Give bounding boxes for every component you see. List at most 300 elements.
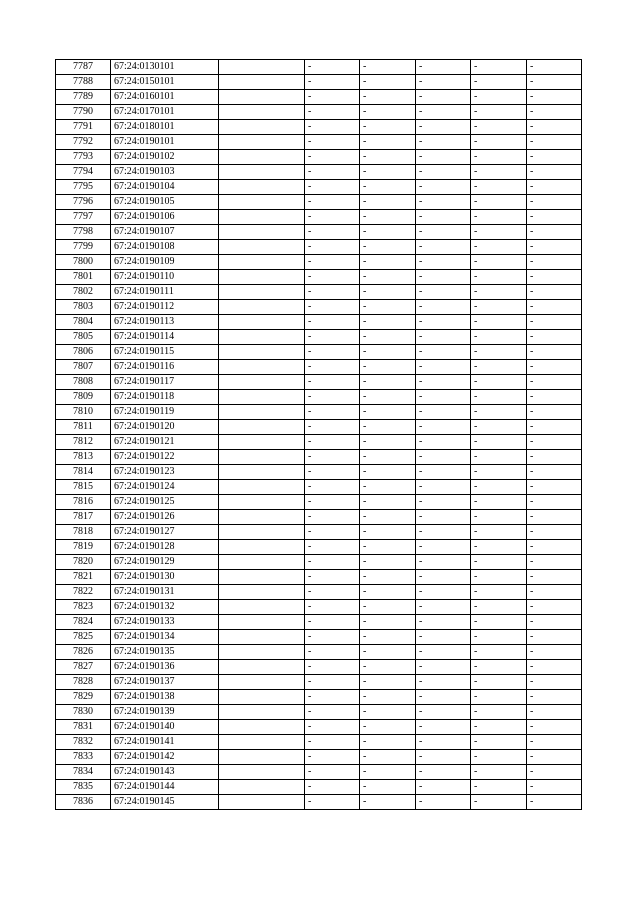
value-cell: - <box>471 300 527 315</box>
table-row <box>56 675 582 690</box>
cadastral-number-cell: 67:24:0150101 <box>111 75 219 90</box>
value-cell: - <box>471 450 527 465</box>
empty-cell <box>219 420 305 435</box>
value-cell: - <box>416 705 471 720</box>
value-cell: - <box>360 525 416 540</box>
empty-cell <box>219 165 305 180</box>
empty-cell <box>219 585 305 600</box>
value-cell: - <box>471 375 527 390</box>
value-cell: - <box>471 420 527 435</box>
value-cell: - <box>305 630 360 645</box>
value-cell: - <box>416 300 471 315</box>
table-row <box>56 690 582 705</box>
value-cell: - <box>416 345 471 360</box>
value-cell: - <box>360 645 416 660</box>
value-cell: - <box>527 180 582 195</box>
value-cell: - <box>305 735 360 750</box>
value-cell: - <box>527 645 582 660</box>
value-cell: - <box>360 705 416 720</box>
empty-cell <box>219 315 305 330</box>
cadastral-number-cell: 67:24:0190133 <box>111 615 219 630</box>
value-cell: - <box>527 300 582 315</box>
value-cell: - <box>360 60 416 75</box>
cadastral-number-cell: 67:24:0190140 <box>111 720 219 735</box>
value-cell: - <box>471 780 527 795</box>
value-cell: - <box>416 165 471 180</box>
value-cell: - <box>527 360 582 375</box>
value-cell: - <box>360 105 416 120</box>
value-cell: - <box>416 105 471 120</box>
value-cell: - <box>471 675 527 690</box>
value-cell: - <box>471 525 527 540</box>
row-number-cell: 7825 <box>56 630 111 645</box>
cadastral-number-cell: 67:24:0190126 <box>111 510 219 525</box>
value-cell: - <box>471 285 527 300</box>
value-cell: - <box>471 315 527 330</box>
value-cell: - <box>360 660 416 675</box>
table-row <box>56 645 582 660</box>
value-cell: - <box>305 150 360 165</box>
value-cell: - <box>360 540 416 555</box>
row-number-cell: 7788 <box>56 75 111 90</box>
value-cell: - <box>360 285 416 300</box>
table-row <box>56 420 582 435</box>
value-cell: - <box>416 615 471 630</box>
empty-cell <box>219 540 305 555</box>
value-cell: - <box>416 330 471 345</box>
value-cell: - <box>360 795 416 810</box>
value-cell: - <box>416 765 471 780</box>
cadastral-number-cell: 67:24:0190109 <box>111 255 219 270</box>
value-cell: - <box>360 390 416 405</box>
value-cell: - <box>416 585 471 600</box>
value-cell: - <box>471 765 527 780</box>
value-cell: - <box>527 675 582 690</box>
value-cell: - <box>416 735 471 750</box>
value-cell: - <box>305 255 360 270</box>
empty-cell <box>219 225 305 240</box>
row-number-cell: 7789 <box>56 90 111 105</box>
value-cell: - <box>416 690 471 705</box>
value-cell: - <box>305 525 360 540</box>
cadastral-number-cell: 67:24:0190125 <box>111 495 219 510</box>
value-cell: - <box>305 165 360 180</box>
value-cell: - <box>305 585 360 600</box>
cadastral-number-cell: 67:24:0190130 <box>111 570 219 585</box>
table-row <box>56 795 582 810</box>
row-number-cell: 7821 <box>56 570 111 585</box>
table-row <box>56 615 582 630</box>
cadastral-number-cell: 67:24:0190129 <box>111 555 219 570</box>
value-cell: - <box>416 465 471 480</box>
value-cell: - <box>305 75 360 90</box>
value-cell: - <box>360 225 416 240</box>
value-cell: - <box>305 690 360 705</box>
table-row <box>56 660 582 675</box>
value-cell: - <box>416 90 471 105</box>
value-cell: - <box>416 255 471 270</box>
value-cell: - <box>527 615 582 630</box>
row-number-cell: 7806 <box>56 345 111 360</box>
value-cell: - <box>471 150 527 165</box>
value-cell: - <box>305 615 360 630</box>
cadastral-number-cell: 67:24:0190105 <box>111 195 219 210</box>
value-cell: - <box>305 660 360 675</box>
cadastral-number-cell: 67:24:0190128 <box>111 540 219 555</box>
cadastral-number-cell: 67:24:0190102 <box>111 150 219 165</box>
value-cell: - <box>360 615 416 630</box>
table-row <box>56 315 582 330</box>
cadastral-number-cell: 67:24:0190112 <box>111 300 219 315</box>
value-cell: - <box>305 330 360 345</box>
value-cell: - <box>305 495 360 510</box>
value-cell: - <box>527 315 582 330</box>
value-cell: - <box>305 750 360 765</box>
row-number-cell: 7818 <box>56 525 111 540</box>
value-cell: - <box>527 465 582 480</box>
value-cell: - <box>360 735 416 750</box>
value-cell: - <box>416 630 471 645</box>
empty-cell <box>219 660 305 675</box>
value-cell: - <box>360 450 416 465</box>
value-cell: - <box>527 450 582 465</box>
value-cell: - <box>360 345 416 360</box>
value-cell: - <box>527 120 582 135</box>
cadastral-number-cell: 67:24:0190111 <box>111 285 219 300</box>
value-cell: - <box>416 525 471 540</box>
row-number-cell: 7798 <box>56 225 111 240</box>
cadastral-number-cell: 67:24:0190138 <box>111 690 219 705</box>
value-cell: - <box>471 210 527 225</box>
empty-cell <box>219 630 305 645</box>
row-number-cell: 7796 <box>56 195 111 210</box>
value-cell: - <box>471 345 527 360</box>
value-cell: - <box>416 60 471 75</box>
value-cell: - <box>360 405 416 420</box>
value-cell: - <box>527 225 582 240</box>
table-row <box>56 255 582 270</box>
value-cell: - <box>305 90 360 105</box>
value-cell: - <box>527 780 582 795</box>
value-cell: - <box>305 480 360 495</box>
table-row <box>56 210 582 225</box>
value-cell: - <box>416 135 471 150</box>
cadastral-number-cell: 67:24:0160101 <box>111 90 219 105</box>
value-cell: - <box>527 435 582 450</box>
value-cell: - <box>471 555 527 570</box>
empty-cell <box>219 285 305 300</box>
empty-cell <box>219 180 305 195</box>
value-cell: - <box>360 180 416 195</box>
value-cell: - <box>527 705 582 720</box>
row-number-cell: 7815 <box>56 480 111 495</box>
table-row <box>56 330 582 345</box>
table-row <box>56 630 582 645</box>
row-number-cell: 7832 <box>56 735 111 750</box>
value-cell: - <box>360 510 416 525</box>
value-cell: - <box>527 720 582 735</box>
value-cell: - <box>416 555 471 570</box>
row-number-cell: 7835 <box>56 780 111 795</box>
table-row <box>56 285 582 300</box>
value-cell: - <box>416 120 471 135</box>
value-cell: - <box>527 570 582 585</box>
value-cell: - <box>416 360 471 375</box>
value-cell: - <box>471 690 527 705</box>
cadastral-number-cell: 67:24:0190132 <box>111 600 219 615</box>
row-number-cell: 7836 <box>56 795 111 810</box>
value-cell: - <box>416 240 471 255</box>
empty-cell <box>219 480 305 495</box>
value-cell: - <box>471 570 527 585</box>
value-cell: - <box>305 240 360 255</box>
value-cell: - <box>305 720 360 735</box>
empty-cell <box>219 465 305 480</box>
value-cell: - <box>471 465 527 480</box>
empty-cell <box>219 105 305 120</box>
cadastral-number-cell: 67:24:0190118 <box>111 390 219 405</box>
table-row <box>56 60 582 75</box>
value-cell: - <box>471 180 527 195</box>
table-row <box>56 480 582 495</box>
value-cell: - <box>527 750 582 765</box>
value-cell: - <box>360 570 416 585</box>
value-cell: - <box>360 600 416 615</box>
value-cell: - <box>360 675 416 690</box>
table-row <box>56 405 582 420</box>
cadastral-number-cell: 67:24:0190104 <box>111 180 219 195</box>
value-cell: - <box>360 210 416 225</box>
value-cell: - <box>360 75 416 90</box>
value-cell: - <box>305 705 360 720</box>
cadastral-number-cell: 67:24:0190144 <box>111 780 219 795</box>
value-cell: - <box>527 75 582 90</box>
table-row <box>56 345 582 360</box>
empty-cell <box>219 60 305 75</box>
row-number-cell: 7807 <box>56 360 111 375</box>
value-cell: - <box>471 495 527 510</box>
value-cell: - <box>527 255 582 270</box>
cadastral-number-cell: 67:24:0190106 <box>111 210 219 225</box>
value-cell: - <box>305 360 360 375</box>
value-cell: - <box>360 240 416 255</box>
cadastral-number-cell: 67:24:0170101 <box>111 105 219 120</box>
empty-cell <box>219 690 305 705</box>
table-row <box>56 270 582 285</box>
value-cell: - <box>305 225 360 240</box>
value-cell: - <box>305 270 360 285</box>
value-cell: - <box>360 150 416 165</box>
value-cell: - <box>416 270 471 285</box>
table-row <box>56 555 582 570</box>
table-row <box>56 360 582 375</box>
empty-cell <box>219 255 305 270</box>
value-cell: - <box>416 570 471 585</box>
empty-cell <box>219 555 305 570</box>
empty-cell <box>219 450 305 465</box>
row-number-cell: 7831 <box>56 720 111 735</box>
row-number-cell: 7820 <box>56 555 111 570</box>
table-row <box>56 240 582 255</box>
row-number-cell: 7811 <box>56 420 111 435</box>
value-cell: - <box>305 210 360 225</box>
row-number-cell: 7793 <box>56 150 111 165</box>
cadastral-number-cell: 67:24:0130101 <box>111 60 219 75</box>
cadastral-number-cell: 67:24:0190124 <box>111 480 219 495</box>
value-cell: - <box>527 660 582 675</box>
value-cell: - <box>527 525 582 540</box>
row-number-cell: 7829 <box>56 690 111 705</box>
table-row <box>56 525 582 540</box>
value-cell: - <box>471 435 527 450</box>
value-cell: - <box>416 750 471 765</box>
value-cell: - <box>527 270 582 285</box>
table-row <box>56 705 582 720</box>
table-row <box>56 735 582 750</box>
value-cell: - <box>416 660 471 675</box>
value-cell: - <box>527 405 582 420</box>
table-row <box>56 750 582 765</box>
value-cell: - <box>360 165 416 180</box>
value-cell: - <box>527 90 582 105</box>
value-cell: - <box>305 405 360 420</box>
value-cell: - <box>527 495 582 510</box>
empty-cell <box>219 240 305 255</box>
value-cell: - <box>305 510 360 525</box>
value-cell: - <box>527 690 582 705</box>
table-row <box>56 90 582 105</box>
value-cell: - <box>360 780 416 795</box>
table-row <box>56 75 582 90</box>
value-cell: - <box>527 555 582 570</box>
table-row <box>56 720 582 735</box>
value-cell: - <box>527 795 582 810</box>
value-cell: - <box>527 240 582 255</box>
value-cell: - <box>360 495 416 510</box>
empty-cell <box>219 390 305 405</box>
row-number-cell: 7823 <box>56 600 111 615</box>
cadastral-number-cell: 67:24:0190143 <box>111 765 219 780</box>
row-number-cell: 7814 <box>56 465 111 480</box>
value-cell: - <box>416 510 471 525</box>
empty-cell <box>219 600 305 615</box>
value-cell: - <box>305 390 360 405</box>
table-row <box>56 585 582 600</box>
value-cell: - <box>471 405 527 420</box>
value-cell: - <box>305 435 360 450</box>
cadastral-number-cell: 67:24:0190136 <box>111 660 219 675</box>
value-cell: - <box>527 540 582 555</box>
value-cell: - <box>305 450 360 465</box>
row-number-cell: 7804 <box>56 315 111 330</box>
row-number-cell: 7816 <box>56 495 111 510</box>
row-number-cell: 7791 <box>56 120 111 135</box>
value-cell: - <box>305 675 360 690</box>
value-cell: - <box>527 210 582 225</box>
table-row <box>56 765 582 780</box>
value-cell: - <box>305 300 360 315</box>
cadastral-number-cell: 67:24:0190121 <box>111 435 219 450</box>
value-cell: - <box>305 120 360 135</box>
cadastral-number-cell: 67:24:0190139 <box>111 705 219 720</box>
value-cell: - <box>527 375 582 390</box>
value-cell: - <box>471 540 527 555</box>
empty-cell <box>219 195 305 210</box>
empty-cell <box>219 780 305 795</box>
row-number-cell: 7824 <box>56 615 111 630</box>
row-number-cell: 7799 <box>56 240 111 255</box>
empty-cell <box>219 345 305 360</box>
value-cell: - <box>305 795 360 810</box>
empty-cell <box>219 270 305 285</box>
registry-table <box>55 59 582 810</box>
cadastral-number-cell: 67:24:0180101 <box>111 120 219 135</box>
row-number-cell: 7833 <box>56 750 111 765</box>
cadastral-number-cell: 67:24:0190117 <box>111 375 219 390</box>
value-cell: - <box>471 600 527 615</box>
cadastral-number-cell: 67:24:0190108 <box>111 240 219 255</box>
table-row <box>56 495 582 510</box>
table-row <box>56 300 582 315</box>
value-cell: - <box>360 90 416 105</box>
empty-cell <box>219 150 305 165</box>
value-cell: - <box>471 360 527 375</box>
value-cell: - <box>416 540 471 555</box>
empty-cell <box>219 120 305 135</box>
row-number-cell: 7800 <box>56 255 111 270</box>
empty-cell <box>219 615 305 630</box>
value-cell: - <box>471 195 527 210</box>
value-cell: - <box>305 135 360 150</box>
value-cell: - <box>471 135 527 150</box>
value-cell: - <box>305 345 360 360</box>
value-cell: - <box>527 420 582 435</box>
value-cell: - <box>360 195 416 210</box>
value-cell: - <box>360 630 416 645</box>
row-number-cell: 7801 <box>56 270 111 285</box>
value-cell: - <box>471 240 527 255</box>
value-cell: - <box>416 150 471 165</box>
empty-cell <box>219 765 305 780</box>
empty-cell <box>219 360 305 375</box>
cadastral-number-cell: 67:24:0190101 <box>111 135 219 150</box>
row-number-cell: 7822 <box>56 585 111 600</box>
value-cell: - <box>471 165 527 180</box>
empty-cell <box>219 735 305 750</box>
value-cell: - <box>527 330 582 345</box>
row-number-cell: 7802 <box>56 285 111 300</box>
empty-cell <box>219 75 305 90</box>
value-cell: - <box>360 135 416 150</box>
empty-cell <box>219 510 305 525</box>
empty-cell <box>219 375 305 390</box>
value-cell: - <box>471 480 527 495</box>
row-number-cell: 7803 <box>56 300 111 315</box>
value-cell: - <box>416 210 471 225</box>
cadastral-number-cell: 67:24:0190119 <box>111 405 219 420</box>
row-number-cell: 7828 <box>56 675 111 690</box>
value-cell: - <box>471 705 527 720</box>
value-cell: - <box>416 405 471 420</box>
cadastral-number-cell: 67:24:0190127 <box>111 525 219 540</box>
table-row <box>56 570 582 585</box>
value-cell: - <box>471 615 527 630</box>
registry-table-body <box>56 60 582 810</box>
cadastral-number-cell: 67:24:0190141 <box>111 735 219 750</box>
value-cell: - <box>471 390 527 405</box>
value-cell: - <box>471 660 527 675</box>
value-cell: - <box>527 585 582 600</box>
